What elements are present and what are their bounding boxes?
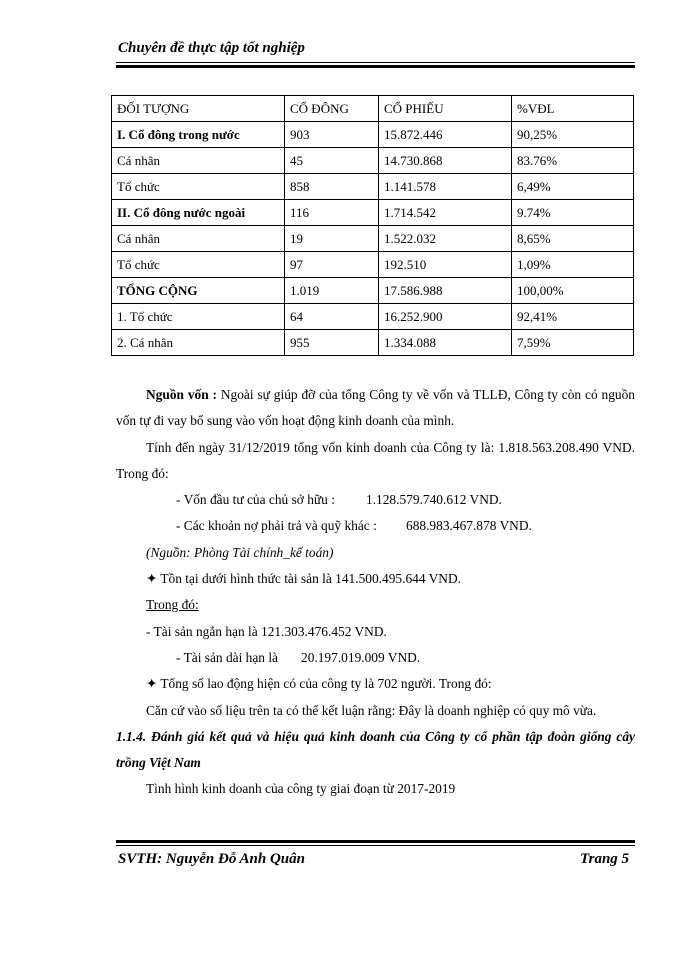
table-row [112,252,634,278]
header-title: Chuyên đề thực tập tốt nghiệp [118,40,305,56]
list-label: - Tài sản dài hạn là [176,649,279,665]
bullet-text: Tổng số lao động hiện có của công ty là 702 người. Trong đó: [160,676,492,692]
footer-page-number: Trang 5 [580,851,630,867]
section-heading: 1.1.4. Đánh giá kết quả và hiệu quả kinh doanh của Công ty cổ phần tập đoàn giống cây trồng Việt Nam [116,728,635,771]
in-which-text: Trong đó: [146,597,199,613]
table-row [112,200,634,226]
table-row [112,278,634,304]
footer-rule-thick [116,840,635,843]
table-cell: 9.74% [512,200,634,226]
header-cell: CỔ PHIẾU [379,96,512,122]
table-row [112,226,634,252]
bullet-icon: ✦ [146,571,161,587]
table-cell: 64 [285,304,379,330]
list-item-equity [116,487,635,513]
table-cell: II. Cổ đông nước ngoài [112,200,285,226]
table-row [112,122,634,148]
list-item-liabilities [116,513,635,539]
footer-rule-thin [116,845,635,846]
in-which-label [116,592,635,618]
table-cell: 903 [285,122,379,148]
table-cell: 6,49% [512,174,634,200]
table-cell: 858 [285,174,379,200]
table-header-row [112,96,634,122]
table-cell: Cá nhân [112,226,285,252]
table-cell: 45 [285,148,379,174]
table-cell: 92,41% [512,304,634,330]
list-value: 1.128.579.740.612 VND. [366,492,502,508]
table-cell: 116 [285,200,379,226]
table-cell: 19 [285,226,379,252]
table-cell: 97 [285,252,379,278]
paragraph-capital-source [116,382,635,435]
table-row [112,330,634,356]
header-rule-thin [116,62,635,63]
table-cell: 100,00% [512,278,634,304]
capital-source-text: Ngoài sự giúp đỡ của tổng Công ty về vốn và TLLĐ, Công ty còn có nguồn vốn tự đi vay bổ sung vào vốn hoạt động kinh doanh của mình. [116,387,635,429]
table-cell: 14.730.868 [379,148,512,174]
table-cell: 17.586.988 [379,278,512,304]
table-cell: Cá nhân [112,148,285,174]
table-cell: 1.019 [285,278,379,304]
table-cell: 955 [285,330,379,356]
bullet-icon: ✦ [146,676,161,692]
bullet-assets [116,566,635,592]
table-row [112,174,634,200]
table-row [112,148,634,174]
table-cell: 1. Tổ chức [112,304,285,330]
bullet-text: Tồn tại dưới hình thức tài sản là 141.500.495.644 VND. [160,571,461,587]
table-cell: TỔNG CỘNG [112,278,285,304]
paragraph-conclusion: Căn cứ vào số liệu trên ta có thể kết luận rằng: Đây là doanh nghiệp có quy mô vừa. [146,702,597,718]
table-cell: 16.252.900 [379,304,512,330]
table-cell: 1,09% [512,252,634,278]
capital-source-label: Nguồn vốn : [146,387,217,402]
table-cell: I. Cổ đông trong nước [112,122,285,148]
table-cell: 1.141.578 [379,174,512,200]
header-cell: %VĐL [512,96,634,122]
table-cell: Tổ chức [112,174,285,200]
bullet-labor [116,671,635,697]
paragraph-business-status: Tình hình kinh doanh của công ty giai đoạn từ 2017-2019 [146,781,456,797]
header-cell: CỔ ĐÔNG [285,96,379,122]
table-cell: 83.76% [512,148,634,174]
paragraph-total-capital: Tính đến ngày 31/12/2019 tổng vốn kinh doanh của Công ty là: 1.818.563.208.490 VND. Trong đó: [116,439,635,481]
header-rule-thick [116,65,635,68]
list-label: - Vốn đầu tư của chủ sở hữu : [176,492,335,508]
table-row [112,304,634,330]
source-note: (Nguồn: Phòng Tài chính_kế toán) [146,544,334,560]
table-cell: 1.334.088 [379,330,512,356]
list-label: - Các khoản nợ phải trả và quỹ khác : [176,518,377,534]
list-item-long-term [116,645,635,671]
table-cell: 2. Cá nhân [112,330,285,356]
footer-author: SVTH: Nguyễn Đỗ Anh Quân [118,851,305,867]
list-value: 20.197.019.009 VND. [301,649,421,665]
table-cell: 15.872.446 [379,122,512,148]
table-cell: 1.522.032 [379,226,512,252]
table-cell: 192.510 [379,252,512,278]
shareholder-table [111,95,634,356]
table-cell: Tổ chức [112,252,285,278]
body-text [116,382,635,803]
list-item-short-term: - Tài sản ngắn hạn là 121.303.476.452 VND. [146,623,387,639]
table-cell: 90,25% [512,122,634,148]
table-cell: 1.714.542 [379,200,512,226]
table-cell: 7,59% [512,330,634,356]
table-cell: 8,65% [512,226,634,252]
header-cell: ĐỐI TƯỢNG [112,96,285,122]
list-value: 688.983.467.878 VND. [406,518,532,534]
